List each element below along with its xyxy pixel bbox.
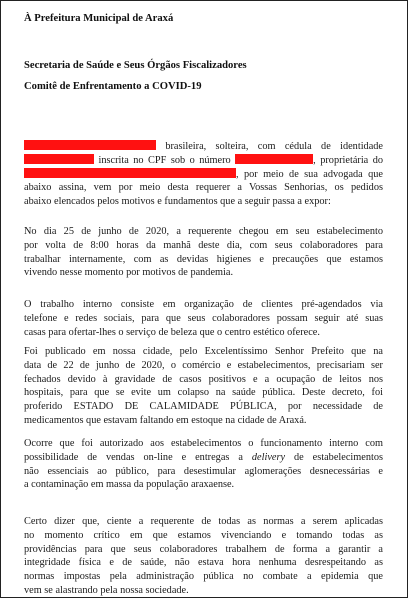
paragraph-line: Ocorre que foi autorizado aos estabelecimentos o funcionamento interno com: [24, 438, 383, 449]
paragraph-line-text: de estabelecimentos: [294, 451, 383, 463]
paragraph-line: No dia 25 de junho de 2020, a requerente chegou em seu estabelecimento: [24, 226, 383, 237]
paragraph-line: no momento crítico em que estamos vivenciando e tomando todas as: [24, 529, 383, 541]
paragraph-line: Certo dizer que, ciente a requerente de todas as normas a serem aplicadas: [24, 516, 383, 527]
intro-line-3: [24, 168, 383, 182]
intro-line-2-end: , proprietária do: [313, 154, 384, 166]
paragraph-line: vivendo nesse momento por motivos de pandemia.: [24, 267, 234, 279]
redacted-business: [24, 168, 236, 178]
paragraph-line: a contaminação em massa da população araxaense.: [24, 479, 235, 491]
paragraph-line: fechados devido à gravidade de casos positivos e a ocupação de leitos nos: [24, 373, 383, 385]
paragraph-line: data de 22 de junho de 2020, o comércio e estabelecimentos, precisariam ser: [24, 359, 383, 371]
paragraph-line: por volta de 8:00 horas da manhã deste dia, com seus colaboradores para: [24, 239, 383, 251]
paragraph-authorization: [24, 437, 383, 492]
paragraph-line: telefone e redes sociais, para que seus colaboradores possam seguir até suas: [24, 312, 383, 324]
paragraph-arrival: [24, 225, 383, 280]
redacted-name: [24, 140, 156, 150]
paragraph-line: proferido ESTADO DE CALAMIDADE PÚBLICA, por necessidade de: [24, 401, 383, 413]
paragraph-line: casas para ofertar-lhes o serviço de beleza que o centro estético oferece.: [24, 326, 320, 338]
intro-line-3-text: , por meio de sua advogada que: [236, 168, 383, 180]
paragraph-line: [24, 451, 383, 465]
paragraph-line: O trabalho interno consiste em organização de clientes pré-agendados via: [24, 299, 383, 310]
redacted-cpf: [235, 154, 313, 164]
redacted-id: [24, 154, 94, 164]
paragraph-line: integridade física e de saúde, não estava hora nenhuma desrespeitando as: [24, 557, 383, 569]
paragraph-line: vem se alastrando pela nossa sociedade.: [24, 584, 189, 596]
committee-heading: Comitê de Enfrentamento a COVID-19: [24, 81, 202, 92]
paragraph-compliance: [24, 515, 383, 598]
paragraph-line-text: possibilidade de vendas on-line e entregas a: [24, 451, 243, 463]
paragraph-line: medicamentos que estavam faltando em estoque na cidade de Araxá.: [24, 414, 307, 426]
paragraph-line: não essenciais ao público, para desestimular aglomerações desnecessárias e: [24, 465, 383, 477]
intro-line-2-text: inscrita no CPF sob o número: [98, 154, 231, 166]
paragraph-line: providências para que seus colaboradores trabalhem de forma a garantir a: [24, 543, 383, 555]
intro-paragraph: [24, 140, 383, 209]
intro-line-5: abaixo elencados pelos motivos e fundamentos que a seguir passa a expor:: [24, 196, 331, 208]
intro-line-4: abaixo assina, vem por meio desta requerer a Vossas Senhorias, os pedidos: [24, 182, 383, 194]
delivery-emphasis: delivery: [251, 451, 286, 463]
paragraph-decree: [24, 345, 383, 428]
department-heading: Secretaria de Saúde e Seus Órgãos Fiscalizadores: [24, 60, 247, 71]
paragraph-line: normas impostas pela administração pública no combate a epidemia que: [24, 571, 383, 583]
paragraph-internal-work: [24, 298, 383, 339]
paragraph-line: hospitais, para que se evite um colapso na saúde pública. Deste decreto, foi: [24, 387, 383, 399]
addressee-heading: À Prefeitura Municipal de Araxá: [24, 13, 174, 24]
paragraph-line: trabalhar internamente, com as devidas higienes e precauções que estamos: [24, 253, 383, 265]
paragraph-line: Foi publicado em nossa cidade, pelo Excelentíssimo Senhor Prefeito que na: [24, 346, 383, 357]
intro-line-2: [24, 154, 383, 168]
intro-line-1: [24, 140, 383, 154]
intro-line-1-text: brasileira, solteira, com cédula de identidade: [165, 141, 383, 152]
